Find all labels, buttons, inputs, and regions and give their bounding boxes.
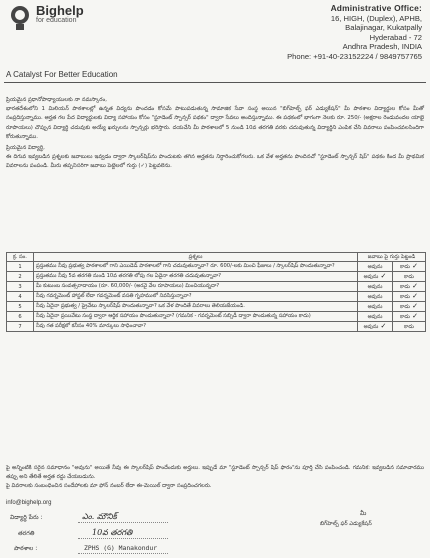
answer-yes-cell[interactable]: [358, 262, 393, 272]
brand-logo: [6, 4, 84, 32]
answer-no-cell[interactable]: [393, 262, 426, 272]
phone-number: Phone: +91-40-23152224 / 9849757765: [287, 51, 422, 61]
contact-email: info@bighelp.org: [6, 500, 52, 506]
answer-no-cell[interactable]: [393, 282, 426, 292]
org-sign: బిగ్‌హెల్ప్ ఫర్ ఎడ్యుకేషన్: [320, 521, 372, 527]
eligibility-table: [6, 252, 426, 332]
question-text: ప్రస్తుతము నీవు ప్రభుత్వ పాఠశాలలో గాని ఎయిడెడ్ పాఠశాలలో గాని చదువుతున్నావా? రూ. 600/-లకు మించి ఫీజులు / స్కాలర్‌షిప్ పొందుతున్నావా?: [34, 262, 358, 272]
check-mark-icon: ✓: [409, 282, 419, 290]
row-number: 4: [7, 292, 34, 302]
table-row: [7, 322, 426, 332]
greeting: ప్రియమైన ప్రధానోపాధ్యాయులకు నా నమస్కారం,: [6, 97, 107, 103]
table-row: [7, 272, 426, 282]
school-value: ZPHS (G) Manakondur: [84, 544, 158, 552]
class-value: 10వ తరగతి: [92, 528, 133, 537]
col-header-answer: జవాబు పై గుర్తు పెట్టండి: [358, 253, 426, 262]
table-row: [7, 302, 426, 312]
answer-no-cell[interactable]: [393, 302, 426, 312]
name-underline: [78, 522, 168, 523]
footer-notes: [6, 464, 424, 491]
no-label: కాదు: [399, 294, 410, 300]
section-paragraph: ఈ దిగువ ఇవ్వబడిన ప్రశ్నలకు జవాబులు ఇవ్వడం ద్వారా స్కాలర్‌షిప్‌ను పొందుటకు తగిన అర్హతను నిర్ధారించుకోగలరు. ఒక వేళ అర్హతను పొందినచో "స్టూడెంట్ స్పాన్సర్ షిప్" పథకం కింద మీ ప్రాథమిక వివరాలను పంపండి. మీరు తప్పనిసరిగా జవాబు పెట్టెలలో గుర్తు (✓) పెట్టవలెను.: [6, 154, 424, 170]
brand-sub: for education: [36, 17, 77, 24]
question-text: ప్రస్తుతము నీవు 5వ తరగతి నుండి 10వ తరగతి లోపు గల ఏదైనా తరగతి చదువుతున్నావా?: [34, 272, 358, 282]
answer-yes-cell[interactable]: [358, 292, 393, 302]
header-divider: [4, 82, 426, 83]
address-line: Balajinagar, Kukatpally: [345, 23, 422, 33]
check-mark-icon: ✓: [409, 302, 419, 310]
yes-label: అవును: [363, 324, 379, 330]
answer-no-cell[interactable]: [393, 292, 426, 302]
question-text: నీవు గత పరీక్షలో కనీసం 40% మార్కులు సాధించావా?: [34, 322, 358, 332]
check-mark-icon: ✓: [409, 262, 419, 270]
row-number: 6: [7, 312, 34, 322]
answer-yes-cell[interactable]: [358, 272, 393, 282]
no-label: కాదు: [399, 314, 410, 320]
answer-yes-cell[interactable]: [358, 282, 393, 292]
col-header-num: క్ర. సం.: [7, 253, 34, 262]
table-row: [7, 282, 426, 292]
no-label: కాదు: [399, 264, 410, 270]
footer-note: పై అన్నింటికి సరైన సమాధానం "అవును" అయితే నీవు ఈ స్కాలర్‌షిప్ పొందేందుకు అర్హులు. ఇప్పుడే మా "స్టూడెంట్ స్పాన్సర్ షిప్ ఫారం"ను పూర్తి చేసి పంపించండి. గమనిక: ఇవ్వబడిన సమాచారము తప్పు అని తేలితే అర్హత రద్దు చేయబడును.: [6, 465, 424, 480]
office-title: Administrative Office:: [330, 3, 422, 13]
footer-contact: పై వివరాలకు సంబంధించిన సందేహాలకు మా ఫోన్ నంబర్ లేదా ఈ-మెయిల్ ద్వారా సంప్రదించగలరు.: [6, 483, 212, 489]
tagline: A Catalyst For Better Education: [6, 70, 118, 79]
no-label: కాదు: [399, 284, 410, 290]
address-line: Hyderabad - 72: [369, 32, 422, 42]
no-label: కాదు: [404, 274, 414, 280]
intro-paragraph: భారతదేశంలోని 1 మిలియన్ పాఠశాలల్లో ఉన్నత విద్యను పొందడం కోసమే పాటుపడుతున్న సామాజిక సేవా సంస్థ అయిన "బిగ్‌హెల్ప్ ఫర్ ఎడ్యుకేషన్" మీ పాఠశాల విద్యార్థుల కోసం మీతో సంప్రదిస్తున్నాము. అర్హత గల పేద విద్యార్థులకు విద్యా సహాయం కోసం "స్టూడెంట్ స్పాన్సర్ పథకం" ద్వారా సేవలు అందిస్తున్నాము. ఈ పథకంలో భాగంగా నెలకు రూ. 250/- (అక్షరాల రెండువందల యాభై రూపాయలు) చొప్పున విద్యార్థి చదువుకు అయ్యే ఖర్చులను స్పాన్సర్లు భరిస్తారు. దయచేసి మీ పాఠశాలలో 5 నుండి 10వ తరగతి వరకు చదువుతున్న విద్యార్థిని ఎంపిక చేసి వివరాలు పంపించవలసిందిగా కోరుతున్నాము.: [6, 106, 424, 140]
answer-yes-cell[interactable]: [358, 322, 393, 332]
question-text: మీ కుటుంబ సంవత్సరాదాయం (రూ. 60,000/- (అరవై వేల రూపాయలు) మించియున్నదా?: [34, 282, 358, 292]
row-number: 5: [7, 302, 34, 312]
question-text: నీవు ఏదైనా ప్రభుత్వ / ప్రైవేటు స్కాలర్‌షిప్ పొందుతున్నావా? ఒక వేళ పొందితే వివరాలు తెలియజేయండి.: [34, 302, 358, 312]
no-label: కాదు: [404, 324, 414, 330]
yes-label: అవును: [363, 274, 379, 280]
question-text: నీవు గవర్నమెంట్ హాస్టల్ లేదా గవర్నమెంట్ వసతి గృహములో నివసిస్తున్నావా?: [34, 292, 358, 302]
class-underline: [78, 538, 168, 539]
office-address: [272, 4, 422, 62]
table-row: [7, 292, 426, 302]
row-number: 3: [7, 282, 34, 292]
school-underline: [78, 553, 168, 554]
yes-label: అవును: [367, 284, 383, 290]
check-mark-icon: ✓: [378, 272, 387, 280]
row-number: 2: [7, 272, 34, 282]
table-row: [7, 312, 426, 322]
brand-name: Bighelp: [36, 3, 84, 18]
letter-body: [6, 96, 424, 172]
section-title: ప్రియమైన విద్యార్థి,: [6, 145, 45, 152]
address-line: 16, HIGH, (Duplex), APHB,: [330, 13, 422, 23]
table-row: [7, 262, 426, 272]
table-header-row: [7, 253, 426, 262]
yes-label: అవును: [367, 314, 383, 320]
school-label: పాఠశాల :: [14, 545, 38, 552]
no-label: కాదు: [399, 304, 410, 310]
answer-no-cell[interactable]: [393, 312, 426, 322]
row-number: 7: [7, 322, 34, 332]
org-sign-pre: మీ: [360, 510, 367, 517]
class-label: తరగతి: [18, 530, 35, 537]
name-value: ఎం. మౌనిక్: [82, 512, 117, 521]
answer-yes-cell[interactable]: [358, 312, 393, 322]
col-header-question: ప్రశ్నలు: [34, 253, 358, 262]
row-number: 1: [7, 262, 34, 272]
logo-bulb-icon: [6, 4, 34, 32]
name-label: విద్యార్థి పేరు :: [10, 514, 43, 521]
check-mark-icon: ✓: [378, 322, 387, 330]
question-text: నీవు ఏదైనా ప్రయివేటు సంస్థ ద్వారా ఆర్థిక సహాయం పొందుతున్నావా? (గమనిక - గవర్నమెంట్ సబ్సిడీ ద్వారా పొందుతున్న సహాయం కాదు): [34, 312, 358, 322]
check-mark-icon: ✓: [409, 312, 419, 320]
answer-no-cell[interactable]: [393, 322, 426, 332]
yes-label: అవును: [367, 294, 383, 300]
address-line: Andhra Pradesh, INDIA: [342, 42, 422, 52]
yes-label: అవును: [367, 264, 383, 270]
answer-no-cell[interactable]: [393, 272, 426, 282]
check-mark-icon: ✓: [409, 292, 419, 300]
answer-yes-cell[interactable]: [358, 302, 393, 312]
yes-label: అవును: [367, 304, 383, 310]
